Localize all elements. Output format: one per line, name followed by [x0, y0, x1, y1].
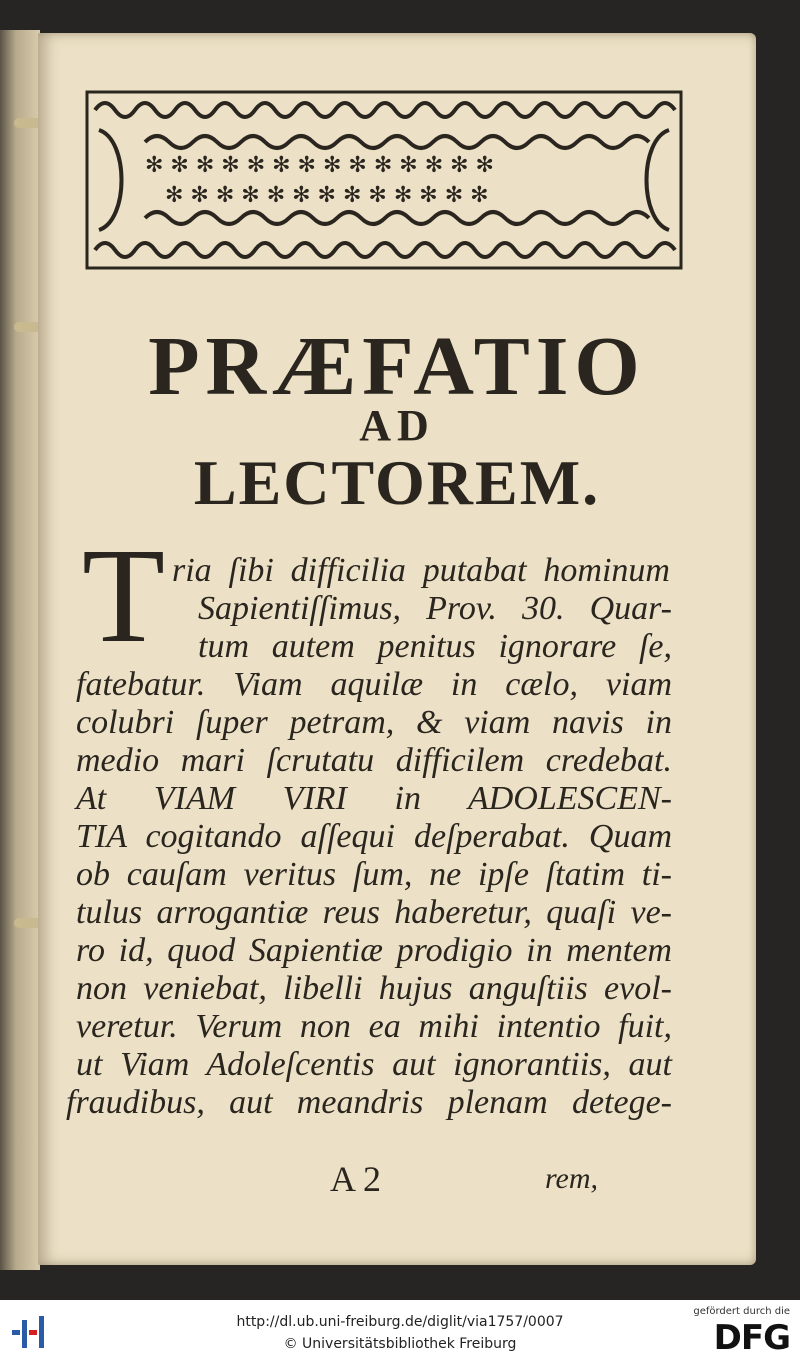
body-line: tulus arrogantiæ reus haberetur, quaſi ve- [76, 894, 672, 931]
copyright-notice: © Universitätsbibliothek Freiburg [283, 1336, 517, 1352]
body-line: TIA cogitando aſſequi deſperabat. Quam [76, 818, 672, 855]
viewer-footer [0, 1300, 800, 1361]
body-line: veretur. Verum non ea mihi intentio fuit, [76, 1008, 672, 1045]
body-line: tum autem penitus ignorare ſe, [198, 628, 672, 665]
svg-text:✻ ✻ ✻ ✻ ✻ ✻ ✻ ✻: ✻ ✻ ✻ ✻ ✻ ✻ ✻ ✻ ✻ ✻ ✻ ✻ ✻ [165, 183, 489, 208]
permalink[interactable]: http://dl.ub.uni-freiburg.de/diglit/via1757/0007 [236, 1314, 564, 1330]
body-line: colubri ſuper petram, & viam navis in [76, 704, 672, 741]
page-title-ad: AD [359, 401, 435, 450]
catchword: rem, [545, 1162, 599, 1195]
drop-cap: T [82, 521, 166, 671]
page-foot [0, 1158, 800, 1198]
body-line: ro id, quod Sapientiæ prodigio in mentem [76, 932, 672, 969]
dfg-logo[interactable]: DFG [713, 1318, 790, 1358]
body-line: At VIAM VIRI in ADOLESCEN- [76, 780, 672, 817]
body-line: medio mari ſcrutatu difficilem credebat. [76, 742, 672, 779]
page-title: PRÆFATIO [148, 320, 646, 413]
signature-mark: A 2 [330, 1159, 382, 1199]
funding-note: gefördert durch die [693, 1306, 790, 1317]
body-line: non veniebat, libelli hujus anguſtiis evol- [76, 970, 672, 1007]
body-line: Sapientiſſimus, Prov. 30. Quar- [198, 590, 672, 627]
body-line: ob cauſam veritus ſum, ne ipſe ſtatim ti- [76, 856, 672, 893]
svg-text:✻ ✻ ✻ ✻ ✻ ✻ ✻ ✻: ✻ ✻ ✻ ✻ ✻ ✻ ✻ ✻ ✻ ✻ ✻ ✻ ✻ ✻ [145, 153, 494, 178]
book-spine [0, 30, 40, 1270]
body-line: fatebatur. Viam aquilæ in cælo, viam [76, 666, 672, 703]
headpiece-ornament [85, 90, 683, 270]
body-line: ria ſibi difficilia putabat hominum [172, 552, 670, 589]
page-title-lectorem: LECTOREM. [193, 447, 601, 518]
body-line: ut Viam Adoleſcentis aut ignorantiis, aut [76, 1046, 672, 1083]
body-line: fraudibus, aut meandris plenam detege- [66, 1084, 672, 1121]
